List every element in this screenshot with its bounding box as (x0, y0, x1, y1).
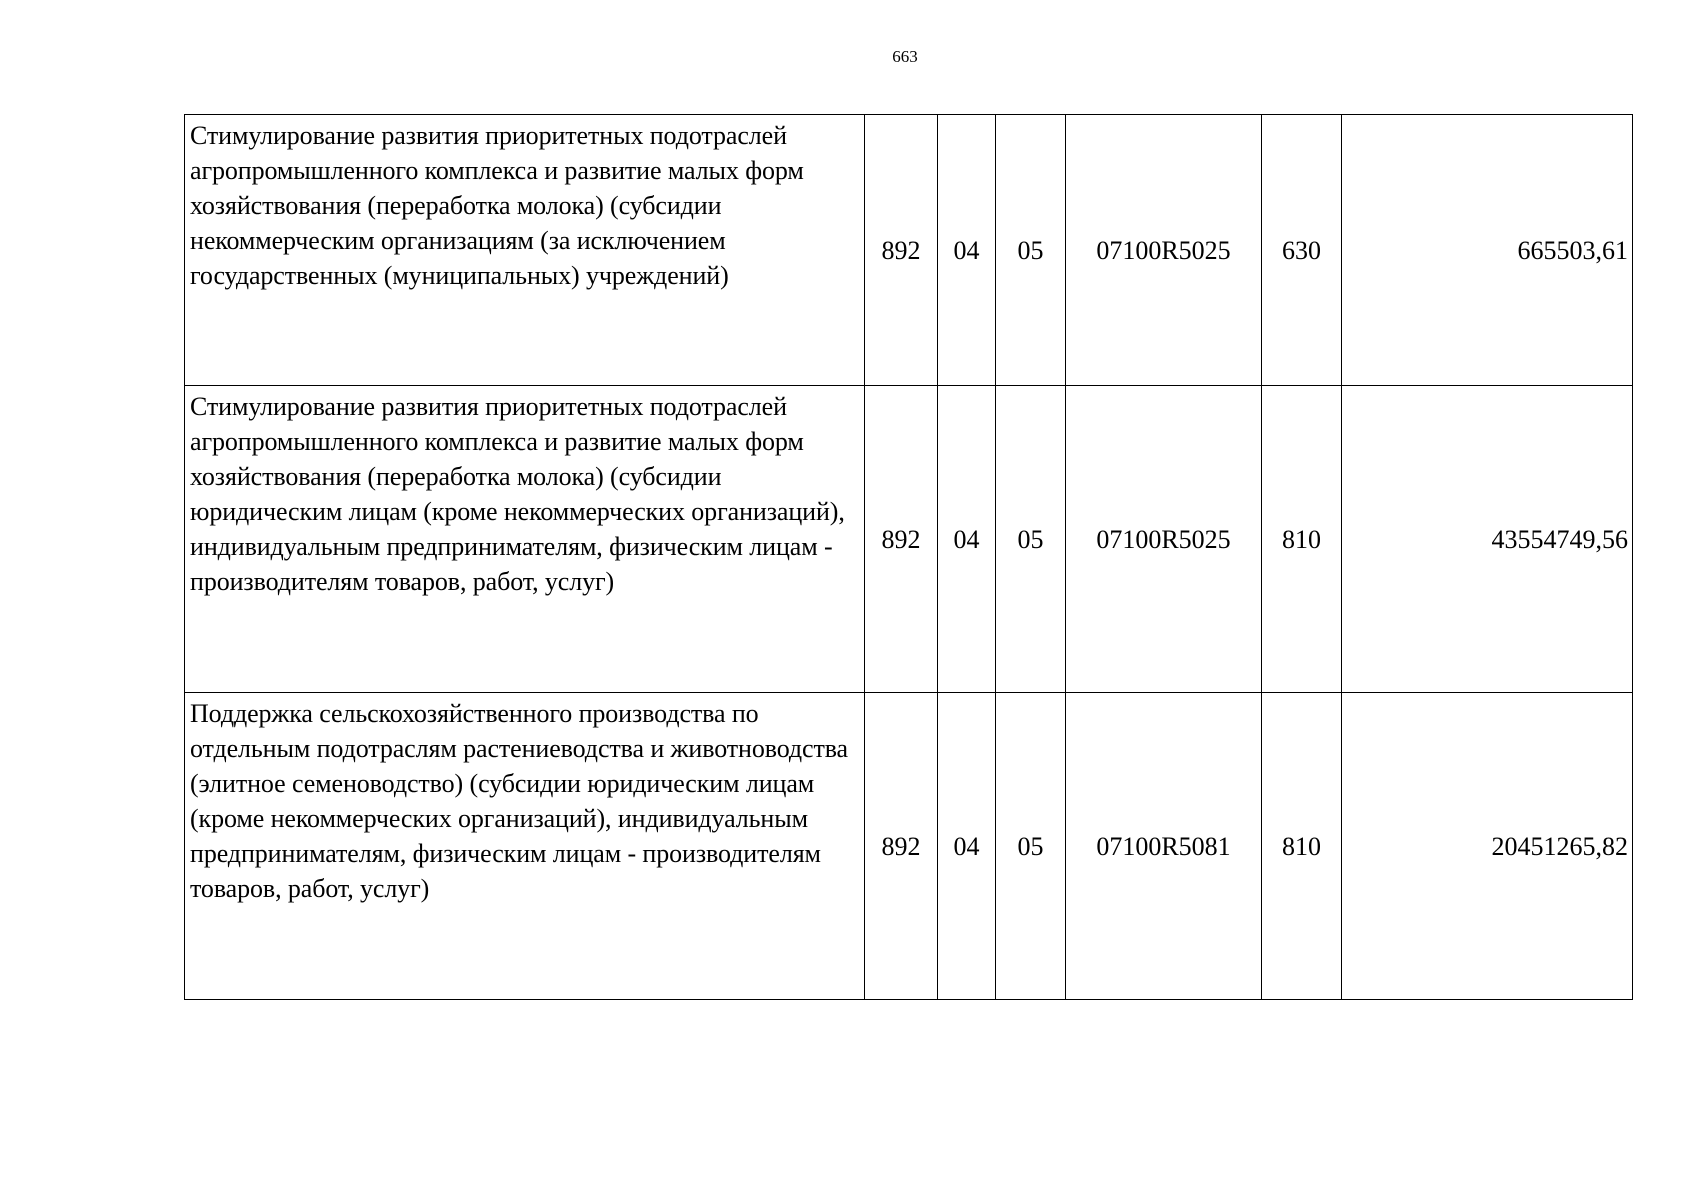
subsection-code: 05 (996, 115, 1066, 386)
expense-type-code: 630 (1262, 115, 1342, 386)
page-number: 663 (892, 47, 918, 66)
subsection-code: 05 (996, 693, 1066, 1000)
table-row (185, 115, 1633, 386)
target-article-code: 07100R5081 (1066, 693, 1262, 1000)
table-row (185, 386, 1633, 693)
target-article-code: 07100R5025 (1066, 386, 1262, 693)
budget-table (184, 114, 1633, 1000)
amount-value: 665503,61 (1342, 115, 1633, 386)
amount-value: 20451265,82 (1342, 693, 1633, 1000)
section-code: 04 (938, 115, 996, 386)
ministry-code: 892 (865, 386, 938, 693)
amount-value: 43554749,56 (1342, 386, 1633, 693)
expense-description: Стимулирование развития приоритетных подотраслей агропромышленного комплекса и развитие малых форм хозяйствования (переработка молока) (субсидии некоммерческим организациям (за исключением государственных (муниципальных) учреждений) (185, 115, 865, 386)
target-article-code: 07100R5025 (1066, 115, 1262, 386)
expense-description: Стимулирование развития приоритетных подотраслей агропромышленного комплекса и развитие малых форм хозяйствования (переработка молока) (субсидии юридическим лицам (кроме некоммерческих организаций), индивидуальным предпринимателям, физическим лицам - производителям товаров, работ, услуг) (185, 386, 865, 693)
table-row (185, 693, 1633, 1000)
expense-description: Поддержка сельскохозяйственного производства по отдельным подотраслям растениеводства и животноводства (элитное семеноводство) (субсидии юридическим лицам (кроме некоммерческих организаций), индивидуальным предпринимателям, физическим лицам - производителям товаров, работ, услуг) (185, 693, 865, 1000)
ministry-code: 892 (865, 693, 938, 1000)
expense-type-code: 810 (1262, 693, 1342, 1000)
subsection-code: 05 (996, 386, 1066, 693)
ministry-code: 892 (865, 115, 938, 386)
expense-type-code: 810 (1262, 386, 1342, 693)
section-code: 04 (938, 693, 996, 1000)
section-code: 04 (938, 386, 996, 693)
